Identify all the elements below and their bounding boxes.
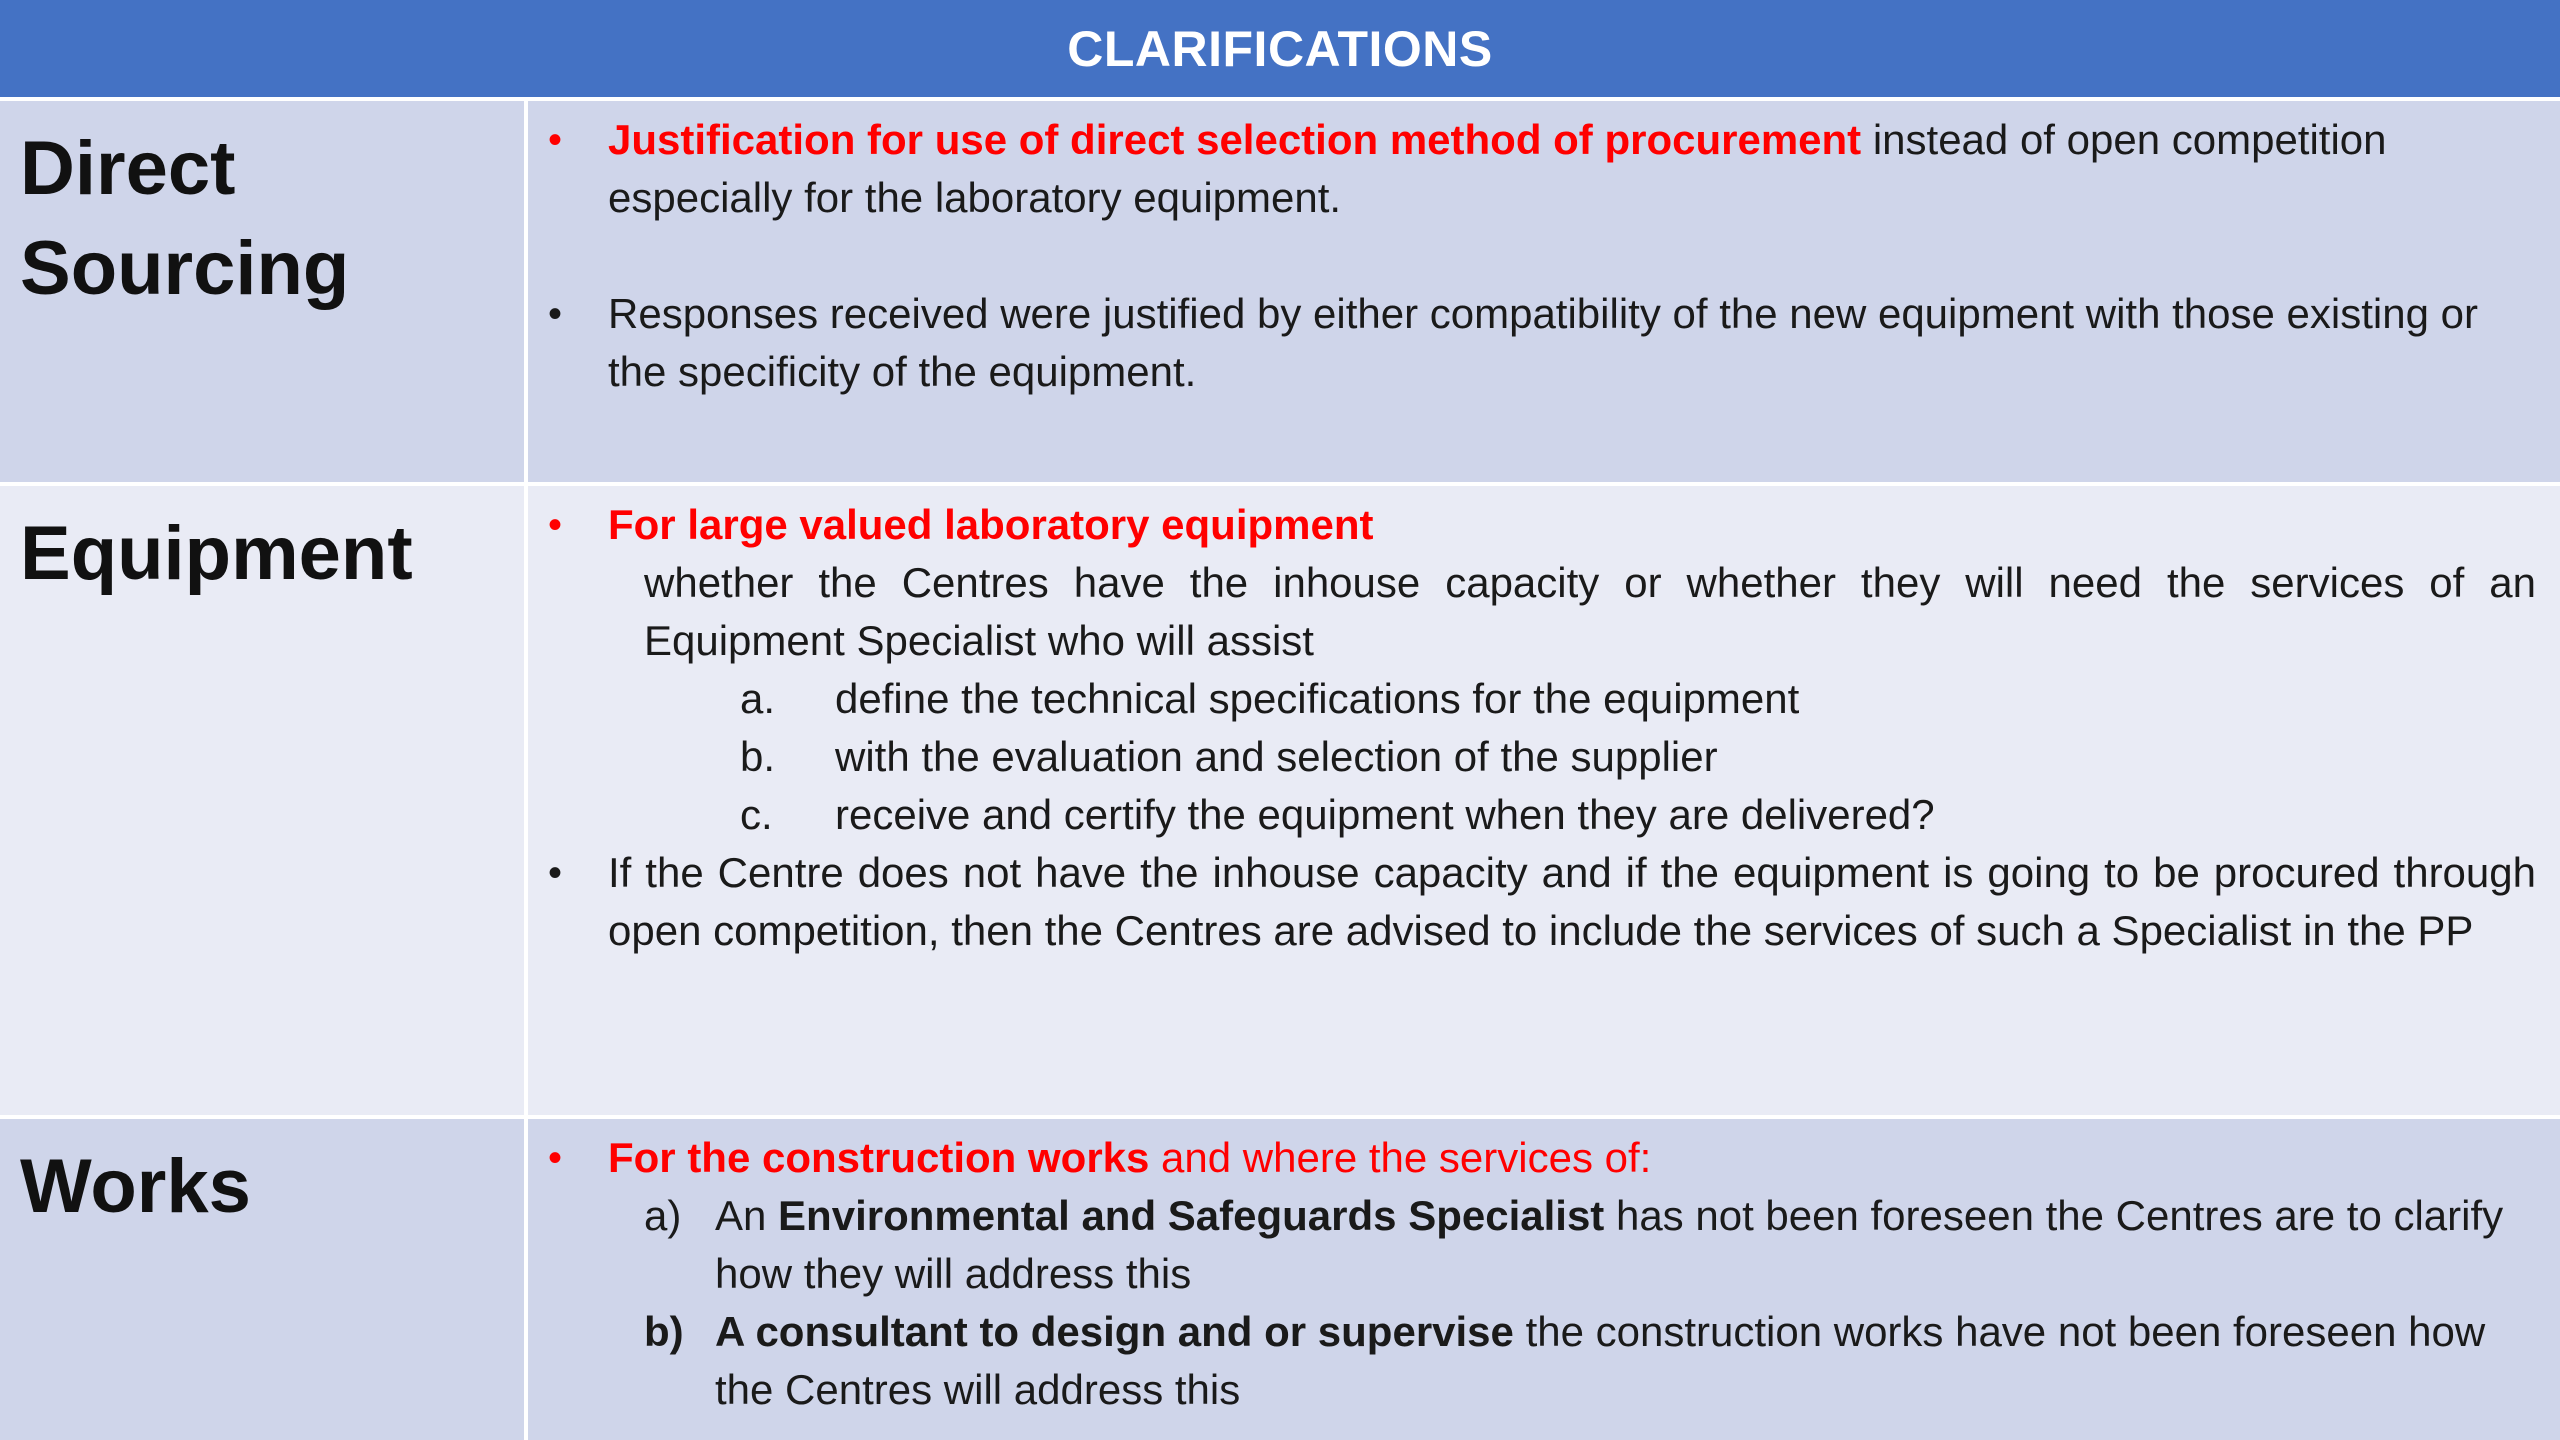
- label-cell: [0, 1119, 524, 1440]
- bullet-item: [528, 1129, 2536, 1187]
- list-item: [528, 670, 2536, 728]
- label-cell: [0, 101, 524, 482]
- list-text: the construction works have not been foreseen how the Centres will address this: [715, 1308, 2486, 1413]
- list-marker: b.: [740, 733, 776, 780]
- body-text: whether the Centres have the inhouse capacity or whether they will need the services of an Equipment Specialist who will assist: [644, 559, 2536, 664]
- list-marker: b): [644, 1308, 684, 1355]
- body-text: instead of open competition especially for the laboratory equipment.: [608, 116, 2387, 221]
- row-label-line2: Sourcing: [20, 226, 350, 311]
- row-works: [0, 1119, 2560, 1440]
- bullet-marker: •: [548, 292, 563, 336]
- list-text: with the evaluation and selection of the supplier: [835, 733, 1718, 780]
- list-marker: a): [644, 1192, 682, 1239]
- emphasis-text: A consultant to design and or supervise: [715, 1308, 1514, 1355]
- content-cell: [528, 101, 2560, 482]
- row-label-line1: Direct: [20, 126, 236, 211]
- list-text: define the technical specifications for the equipment: [835, 675, 1800, 722]
- list-marker: c.: [740, 791, 773, 838]
- label-cell: [0, 486, 524, 1115]
- sub-list: [528, 670, 2536, 844]
- bullet-marker: •: [548, 851, 563, 895]
- bullet-marker: •: [548, 1136, 563, 1180]
- body-text: Responses received were justified by either compatibility of the new equipment with those existing or the specificity of the equipment.: [608, 290, 2478, 395]
- bullet-item: [528, 844, 2536, 960]
- emphasis-text: For the construction works: [608, 1134, 1150, 1181]
- body-text: and where the services of:: [1149, 1134, 1652, 1181]
- list-text: An: [715, 1192, 779, 1239]
- emphasis-text: Environmental and Safeguards Specialist: [778, 1192, 1605, 1239]
- list-text: receive and certify the equipment when they are delivered?: [835, 791, 1935, 838]
- emphasis-text: For large valued laboratory equipment: [608, 501, 1374, 548]
- bullet-item: [528, 496, 2536, 554]
- list-item: [528, 786, 2536, 844]
- bullet-item: [528, 111, 2536, 227]
- body-text: If the Centre does not have the inhouse capacity and if the equipment is going to be procured through open competition, then the Centres are advised to include the services of such a Specialist in the PP: [608, 849, 2536, 954]
- bullet-item: [528, 285, 2536, 401]
- sub-list: [528, 1187, 2536, 1419]
- content-cell: [528, 486, 2560, 1115]
- bullet-marker: •: [548, 503, 563, 547]
- row-label: Equipment: [20, 511, 413, 596]
- page-title: CLARIFICATIONS: [1067, 20, 1493, 77]
- list-item: [528, 1187, 2536, 1303]
- row-direct-sourcing: [0, 101, 2560, 482]
- header-bar: [0, 0, 2560, 101]
- list-marker: a.: [740, 675, 776, 722]
- row-equipment: [0, 486, 2560, 1115]
- bullet-marker: •: [548, 118, 563, 162]
- emphasis-text: Justification for use of direct selection method of procurement: [608, 116, 1862, 163]
- list-item: [528, 1303, 2536, 1419]
- content-cell: [528, 1119, 2560, 1440]
- list-item: [528, 728, 2536, 786]
- list-text: has not been foreseen the Centres are to clarify how they will address this: [715, 1192, 2504, 1297]
- row-label: Works: [20, 1144, 251, 1229]
